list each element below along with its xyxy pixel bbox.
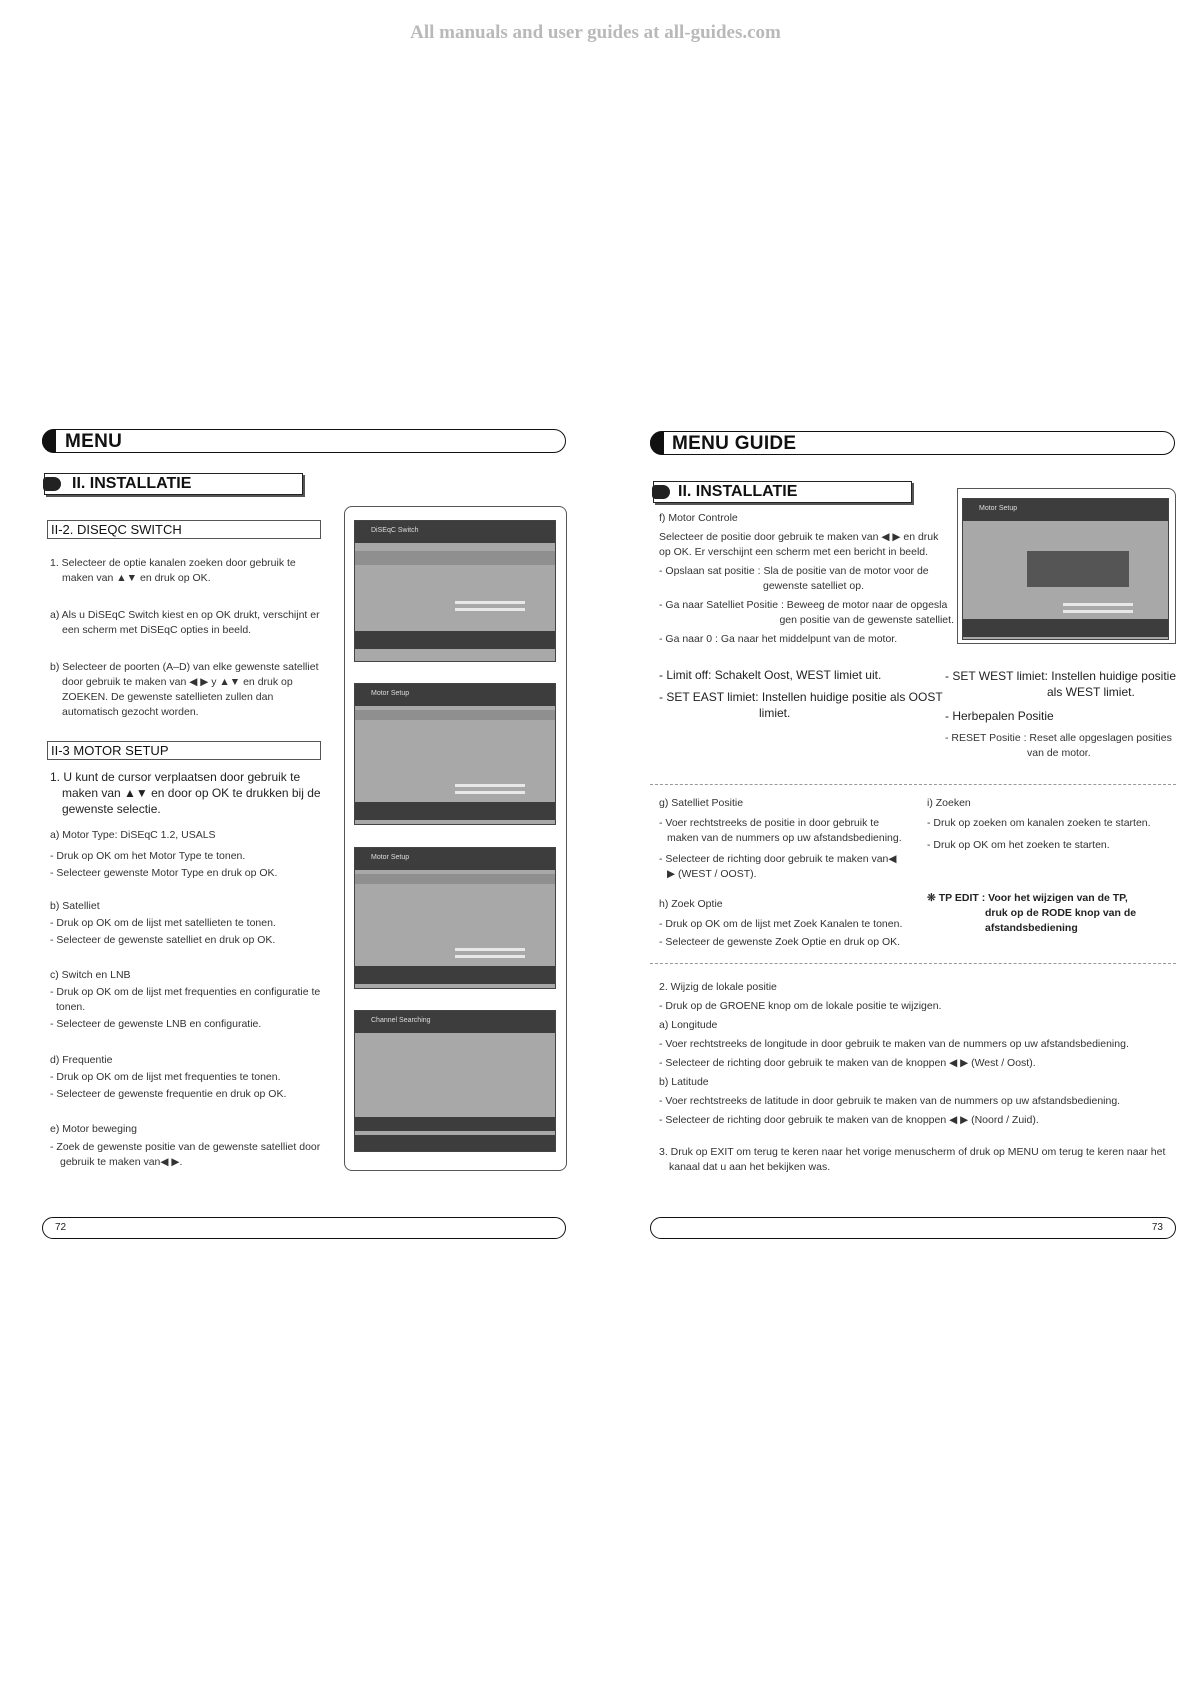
motor-setup-heading-box xyxy=(47,741,321,760)
text-line: - Ga naar 0 : Ga naar het middelpunt van de motor. xyxy=(659,633,898,645)
text-line: - Druk op OK om de lijst met satellieten te tonen. xyxy=(50,917,276,929)
left-section-title: II. INSTALLATIE xyxy=(72,475,192,492)
motor-item-d xyxy=(50,1053,286,1102)
screenshot-motor-setup-2 xyxy=(354,847,556,989)
text-line: op OK. Er verschijnt een scherm met een bericht in beeld. xyxy=(659,546,929,558)
text-line: limiet. xyxy=(759,706,791,720)
divider xyxy=(650,784,1176,785)
reset-position xyxy=(945,731,1180,761)
text-line: een scherm met DiSEqC opties in beeld. xyxy=(62,624,252,636)
motor-item-a xyxy=(50,828,277,881)
text-line: g) Satelliet Positie xyxy=(659,797,744,809)
motor-step-1 xyxy=(50,769,321,817)
hand-pointer-icon xyxy=(43,477,61,491)
text-line: - Druk op OK om de lijst met Zoek Kanalen te tonen. xyxy=(659,918,903,930)
diseqc-step-b xyxy=(50,660,318,720)
text-line: 2. Wijzig de lokale positie xyxy=(659,981,777,993)
text-line: gewenste selectie. xyxy=(62,802,161,816)
text-line: - Voer rechtstreeks de positie in door gebruik te xyxy=(659,817,880,829)
motor-item-c xyxy=(50,968,320,1032)
screenshot-channel-searching xyxy=(354,1010,556,1152)
text-line: f) Motor Controle xyxy=(659,512,738,524)
text-line: - Druk op zoeken om kanalen zoeken te starten. xyxy=(927,817,1151,829)
screenshot-diseqc-switch xyxy=(354,520,556,662)
text-line: maken van de nummers op uw afstandsbediening. xyxy=(667,832,902,844)
screenshot-title: Channel Searching xyxy=(355,1011,555,1033)
text-line: b) Selecteer de poorten (A–D) van elke gewenste satelliet xyxy=(50,661,319,673)
diseqc-switch-heading-box xyxy=(47,520,321,539)
text-line: gebruik te maken van◀ ▶. xyxy=(60,1156,183,1168)
text-line: afstandsbediening xyxy=(985,922,1078,934)
left-footer-bar xyxy=(42,1217,566,1239)
text-line: ▶ (WEST / OOST). xyxy=(667,868,757,880)
text-line: ❊ TP EDIT : Voor het wijzigen van de TP, xyxy=(927,892,1128,904)
motor-setup-heading: II-3 MOTOR SETUP xyxy=(51,743,169,758)
divider xyxy=(650,963,1176,964)
text-line: c) Switch en LNB xyxy=(50,969,131,981)
right-page-number: 73 xyxy=(1151,1222,1163,1233)
left-page-number: 72 xyxy=(55,1222,67,1233)
text-line: - Voer rechtstreeks de latitude in door gebruik te maken van de nummers op uw afstandsbediening. xyxy=(659,1095,1121,1107)
text-line: a) Longitude xyxy=(659,1019,718,1031)
text-line: - Selecteer de gewenste LNB en configuratie. xyxy=(50,1018,262,1030)
left-section-box xyxy=(44,473,303,495)
text-line: - Ga naar Satelliet Positie : Beweeg de motor naar de opgesla xyxy=(659,599,948,611)
satelliet-positie-block xyxy=(659,796,919,882)
text-line: - Opslaan sat positie : Sla de positie van de motor voor de xyxy=(659,565,929,577)
right-footer-bar xyxy=(650,1217,1176,1239)
text-line: - Selecteer de richting door gebruik te maken van◀ xyxy=(659,853,897,865)
diseqc-switch-heading: II-2. DISEQC SWITCH xyxy=(51,522,182,537)
zoeken-block xyxy=(927,796,1177,853)
diseqc-step-1 xyxy=(50,556,296,586)
text-line: d) Frequentie xyxy=(50,1054,113,1066)
text-line: e) Motor beweging xyxy=(50,1123,137,1135)
left-header-bar xyxy=(42,429,566,453)
text-line: b) Satelliet xyxy=(50,900,100,912)
text-line: - Selecteer de richting door gebruik te maken van de knoppen ◀ ▶ (West / Oost). xyxy=(659,1057,1036,1069)
screenshot-motor-setup-message xyxy=(962,498,1169,640)
motor-item-e xyxy=(50,1122,320,1170)
text-line: - Limit off: Schakelt Oost, WEST limiet uit. xyxy=(659,668,882,682)
text-line: - SET WEST limiet: Instellen huidige positie xyxy=(945,669,1176,683)
text-line: - Selecteer de richting door gebruik te maken van de knoppen ◀ ▶ (Noord / Zuid). xyxy=(659,1114,1039,1126)
text-line: Selecteer de positie door gebruik te maken van ◀ ▶ en druk xyxy=(659,531,939,543)
text-line: - Selecteer de gewenste Zoek Optie en druk op OK. xyxy=(659,936,901,948)
text-line: - Druk op OK om het zoeken te starten. xyxy=(927,839,1110,851)
left-header-title: MENU xyxy=(65,431,123,452)
text-line: maken van ▲▼ en door op OK te drukken bij de xyxy=(62,786,321,800)
right-header-bar xyxy=(650,431,1175,455)
text-line: gen positie van de gewenste satelliet. xyxy=(779,614,954,626)
text-line: ZOEKEN. De gewenste satellieten zullen dan xyxy=(62,691,274,703)
lokale-positie-block xyxy=(659,980,1179,1175)
right-section-box xyxy=(653,481,912,503)
right-header-title: MENU GUIDE xyxy=(672,433,797,454)
text-line: - Druk op OK om het Motor Type te tonen. xyxy=(50,850,246,862)
text-line: - Selecteer de gewenste frequentie en druk op OK. xyxy=(50,1088,287,1100)
screenshot-title: Motor Setup xyxy=(355,684,555,706)
text-line: i) Zoeken xyxy=(927,797,971,809)
diseqc-step-a xyxy=(50,608,320,638)
screenshot-title: Motor Setup xyxy=(355,848,555,870)
text-line: als WEST limiet. xyxy=(1047,685,1135,699)
zoek-optie-block xyxy=(659,897,919,950)
text-line: h) Zoek Optie xyxy=(659,898,723,910)
text-line: - Zoek de gewenste positie van de gewenste satelliet door xyxy=(50,1141,321,1153)
text-line: - RESET Positie : Reset alle opgeslagen posities xyxy=(945,732,1172,744)
screenshot-motor-setup-1 xyxy=(354,683,556,825)
motor-item-b xyxy=(50,899,276,948)
text-line: maken van ▲▼ en druk op OK. xyxy=(62,572,211,584)
text-line: druk op de RODE knop van de xyxy=(985,907,1137,919)
text-line: kanaal dat u aan het bekijken was. xyxy=(669,1161,831,1173)
watermark: All manuals and user guides at all-guides.com xyxy=(410,22,781,43)
text-line: door gebruik te maken van ◀ ▶ y ▲▼ en druk op xyxy=(62,676,293,688)
text-line: 1. U kunt de cursor verplaatsen door gebruik te xyxy=(50,770,301,784)
limit-settings xyxy=(659,667,944,721)
text-line: - Voer rechtstreeks de longitude in door gebruik te maken van de nummers op uw afstandsbediening. xyxy=(659,1038,1129,1050)
text-line: - Selecteer gewenste Motor Type en druk op OK. xyxy=(50,867,278,879)
text-line: - SET EAST limiet: Instellen huidige positie als OOST xyxy=(659,690,943,704)
text-line: a) Als u DiSEqC Switch kiest en op OK drukt, verschijnt er xyxy=(50,609,320,621)
text-line: - Herbepalen Positie xyxy=(945,709,1054,723)
west-limit-settings xyxy=(945,668,1180,724)
hand-pointer-icon xyxy=(652,485,670,499)
screenshot-title: DiSEqC Switch xyxy=(355,521,555,543)
text-line: van de motor. xyxy=(1027,747,1091,759)
text-line: - Selecteer de gewenste satelliet en druk op OK. xyxy=(50,934,276,946)
screenshot-title: Motor Setup xyxy=(963,499,1168,521)
text-line: a) Motor Type: DiSEqC 1.2, USALS xyxy=(50,829,216,841)
text-line: - Druk op OK om de lijst met frequenties en configuratie te xyxy=(50,986,321,998)
right-section-title: II. INSTALLATIE xyxy=(678,483,798,500)
tp-edit-note xyxy=(927,891,1177,936)
text-line: gewenste satelliet op. xyxy=(763,580,864,592)
text-line: 3. Druk op EXIT om terug te keren naar het vorige menuscherm of druk op MENU om terug te keren naar het xyxy=(659,1146,1166,1158)
text-line: b) Latitude xyxy=(659,1076,709,1088)
text-line: automatisch gezocht worden. xyxy=(62,706,199,718)
motor-controle-block xyxy=(659,511,954,647)
text-line: tonen. xyxy=(56,1001,86,1013)
text-line: - Druk op de GROENE knop om de lokale positie te wijzigen. xyxy=(659,1000,942,1012)
text-line: 1. Selecteer de optie kanalen zoeken door gebruik te xyxy=(50,557,296,569)
text-line: - Druk op OK om de lijst met frequenties te tonen. xyxy=(50,1071,281,1083)
